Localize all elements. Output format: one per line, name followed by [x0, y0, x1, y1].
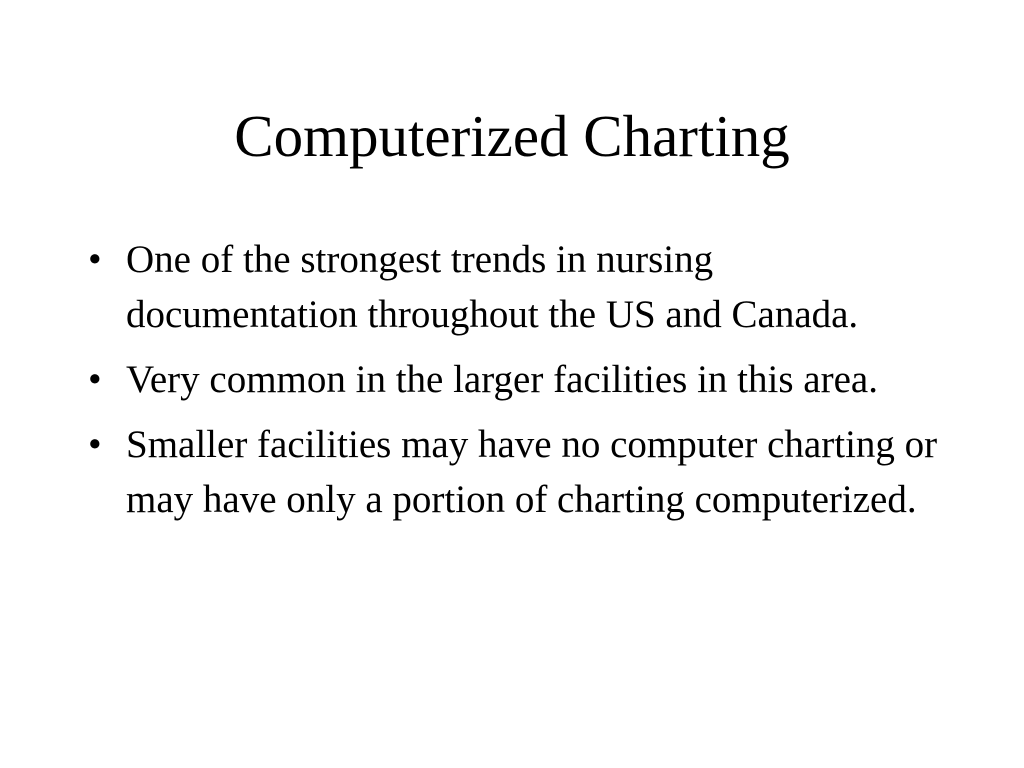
- bullet-text: Very common in the larger facilities in this area.: [126, 358, 878, 401]
- bullet-marker: •: [88, 423, 102, 466]
- bullet-marker: •: [88, 358, 102, 401]
- bullet-list: [88, 232, 938, 537]
- bullet-text: One of the strongest trends in nursing documentation throughout the US and Canada.: [126, 238, 859, 336]
- bullet-item: [88, 232, 938, 342]
- bullet-text: Smaller facilities may have no computer charting or may have only a portion of charting computerized.: [126, 423, 938, 521]
- bullet-item: [88, 417, 938, 527]
- bullet-item: [88, 352, 938, 407]
- slide-title: Computerized Charting: [234, 103, 790, 169]
- bullet-marker: •: [88, 238, 102, 281]
